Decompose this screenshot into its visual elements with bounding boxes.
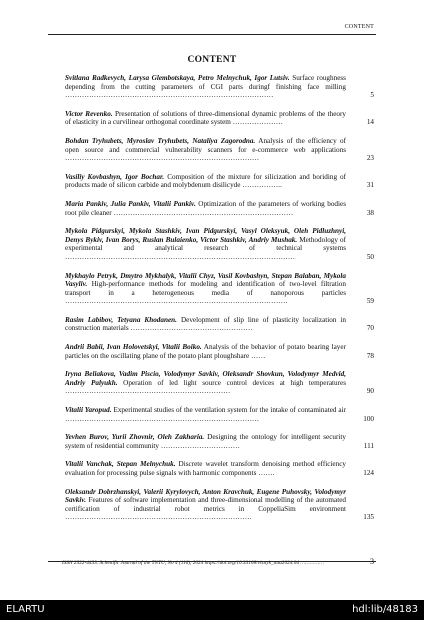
page-number: 3	[370, 557, 374, 566]
toc-entry	[65, 110, 374, 127]
entry-title: Analysis of the behavior of potato bearing layer particles on the oscillating plane of the potato plant ploughshare ……	[65, 343, 346, 360]
entry-title: High-performance methods for modeling and identification of two-level filtration transport in a heterogeneous media of nanoporous particles …………………………………………………………………………………	[65, 280, 346, 306]
repository-bar	[0, 600, 424, 620]
entry-page: 124	[363, 469, 374, 477]
toc-entry	[65, 343, 374, 360]
entry-authors: Svitlana Radkevych, Larysa Glembotskaya, Petro Melnychuk, Igor Lutsiv.	[65, 74, 290, 82]
entry-authors: Oleksandr Dobrzhanskyi, Valerii Kyrylovych, Anton Kravchuk, Eugene Puhovsky, Volodymyr Savkiv.	[65, 487, 346, 505]
entry-title: Analysis of the efficiency of open source and commercial vulnerability scanners for e-commerce web applications ………………………………………………………………………	[65, 136, 346, 163]
entry-page: 38	[366, 208, 374, 217]
entry-title: Features of software implementation and three-dimensional modelling of the automated certification of industrial robot metrics in CoppeliaSim environment ……………………………………………………………………	[65, 496, 346, 522]
toc-entry	[65, 200, 374, 217]
entry-title: Optimization of the parameters of working bodies root pile cleaner …………………………………………………………………	[65, 199, 347, 217]
toc-entry	[65, 460, 374, 477]
entry-page: 59	[366, 297, 374, 306]
toc-entry	[65, 488, 374, 522]
toc-entry	[65, 137, 374, 163]
entry-authors: Iryna Beliakova, Vadim Piscio, Volodymyr Savkiv, Oleksandr Shovkun, Volodymyr Medvid, Andriy Palyukh.	[65, 370, 346, 387]
entry-authors: Maria Pankiv, Julia Pankiv, Vitalii Pankiv.	[65, 199, 196, 208]
entry-title: Operation of led light source control devices at high temperatures ……………………………………………………………	[65, 378, 346, 396]
entry-page: 31	[366, 181, 374, 190]
entry-title: Discrete wavelet transform denoising method efficiency evaluation for processing pulse signals with harmonic components …….	[65, 460, 346, 477]
repository-name: ELARTU	[6, 604, 45, 615]
toc-entry	[65, 227, 374, 261]
entry-title: Surface roughness depending from the cutting parameters of CGI parts duringf finishing face milling ……………………………………………………………………………	[65, 74, 346, 100]
entry-page: 70	[366, 324, 374, 333]
entry-title: Experimental studies of the ventilation system for the intake of contaminated air ………………………………………………………………………	[65, 406, 347, 423]
entry-authors: Victor Revenko.	[65, 109, 113, 118]
journal-footer: ISSN 2522-4433. Scientific Journal of the TNTU, No 4 (116), 2024 https://doi.org/10.33108/visnyk_tntu2024.04 ……………	[62, 560, 324, 566]
entry-authors: Mykola Pidgurskyi, Mykola Stashkiv, Ivan Pidgurskyi, Vasyl Oleksyuk, Oleh Pidluzhnyi, Denys Bykiv, Ivan Borys, Ruslan Bulaienko, Victor Stashkiv, Andriy Mushak.	[65, 227, 346, 244]
header-rule	[48, 34, 376, 35]
toc-entry	[65, 316, 374, 333]
entry-authors: Rasim Labibov, Tetyana Khodanen.	[65, 315, 177, 324]
entry-authors: Bohdan Tryhubets, Myroslav Tryhubets, Nataliya Zagorodna.	[65, 136, 256, 145]
toc-entry	[65, 173, 374, 190]
table-of-contents	[65, 74, 374, 522]
entry-page: 14	[366, 118, 374, 127]
toc-entry	[65, 370, 374, 396]
entry-authors: Andrii Babii, Ivan Holovetskyi, Vitalii Boiko.	[65, 343, 202, 352]
toc-entry	[65, 406, 374, 423]
entry-page: 135	[363, 513, 374, 522]
entry-authors: Mykhaylo Petryk, Dmytro Mykhalyk, Vitalii Chyz, Vasil Kovbashyn, Stepan Balaban, Mykola Vasyliv.	[65, 271, 346, 289]
handle-identifier: hdl:lib/48183	[352, 604, 418, 615]
entry-page: 90	[366, 387, 374, 396]
entry-authors: Yevhen Burov, Yurii Zhovnir, Oleh Zakharia.	[65, 433, 205, 442]
entry-title: Composition of the mixture for silicization and boriding of products made of silicon carbide and molybdenum disilicyde ……………..	[65, 172, 347, 190]
entry-title: Methodology of experimental and analytical research of technical systems ……………………………………………………………………………………	[65, 235, 347, 261]
entry-authors: Vitalii Vanchak, Stepan Melnychuk.	[65, 460, 176, 469]
entry-authors: Vasiliy Kovbashyn, Igor Bochar.	[65, 172, 165, 181]
entry-page: 78	[366, 351, 374, 360]
entry-title: Designing the ontology for intelligent security system of residential community ……………………………	[65, 433, 346, 450]
entry-page: 23	[366, 154, 374, 163]
entry-authors: Vitalii Yaropud.	[65, 406, 112, 415]
toc-entry	[65, 74, 374, 100]
entry-page: 50	[366, 252, 374, 261]
toc-entry	[65, 433, 374, 450]
entry-page: 5	[370, 91, 374, 100]
entry-page: 100	[363, 414, 374, 423]
entry-title: Presentation of solutions of three-dimensional dynamic problems of the theory of elasticity in a curvilinear orthogonal coordinate system …………………	[65, 109, 346, 127]
running-head: CONTENT	[344, 24, 374, 30]
toc-entry	[65, 272, 374, 306]
entry-title: Development of slip line of plasticity localization in construction materials ……………………………………………	[65, 315, 346, 333]
page-title: CONTENT	[187, 55, 237, 65]
entry-page: 111	[363, 441, 374, 450]
